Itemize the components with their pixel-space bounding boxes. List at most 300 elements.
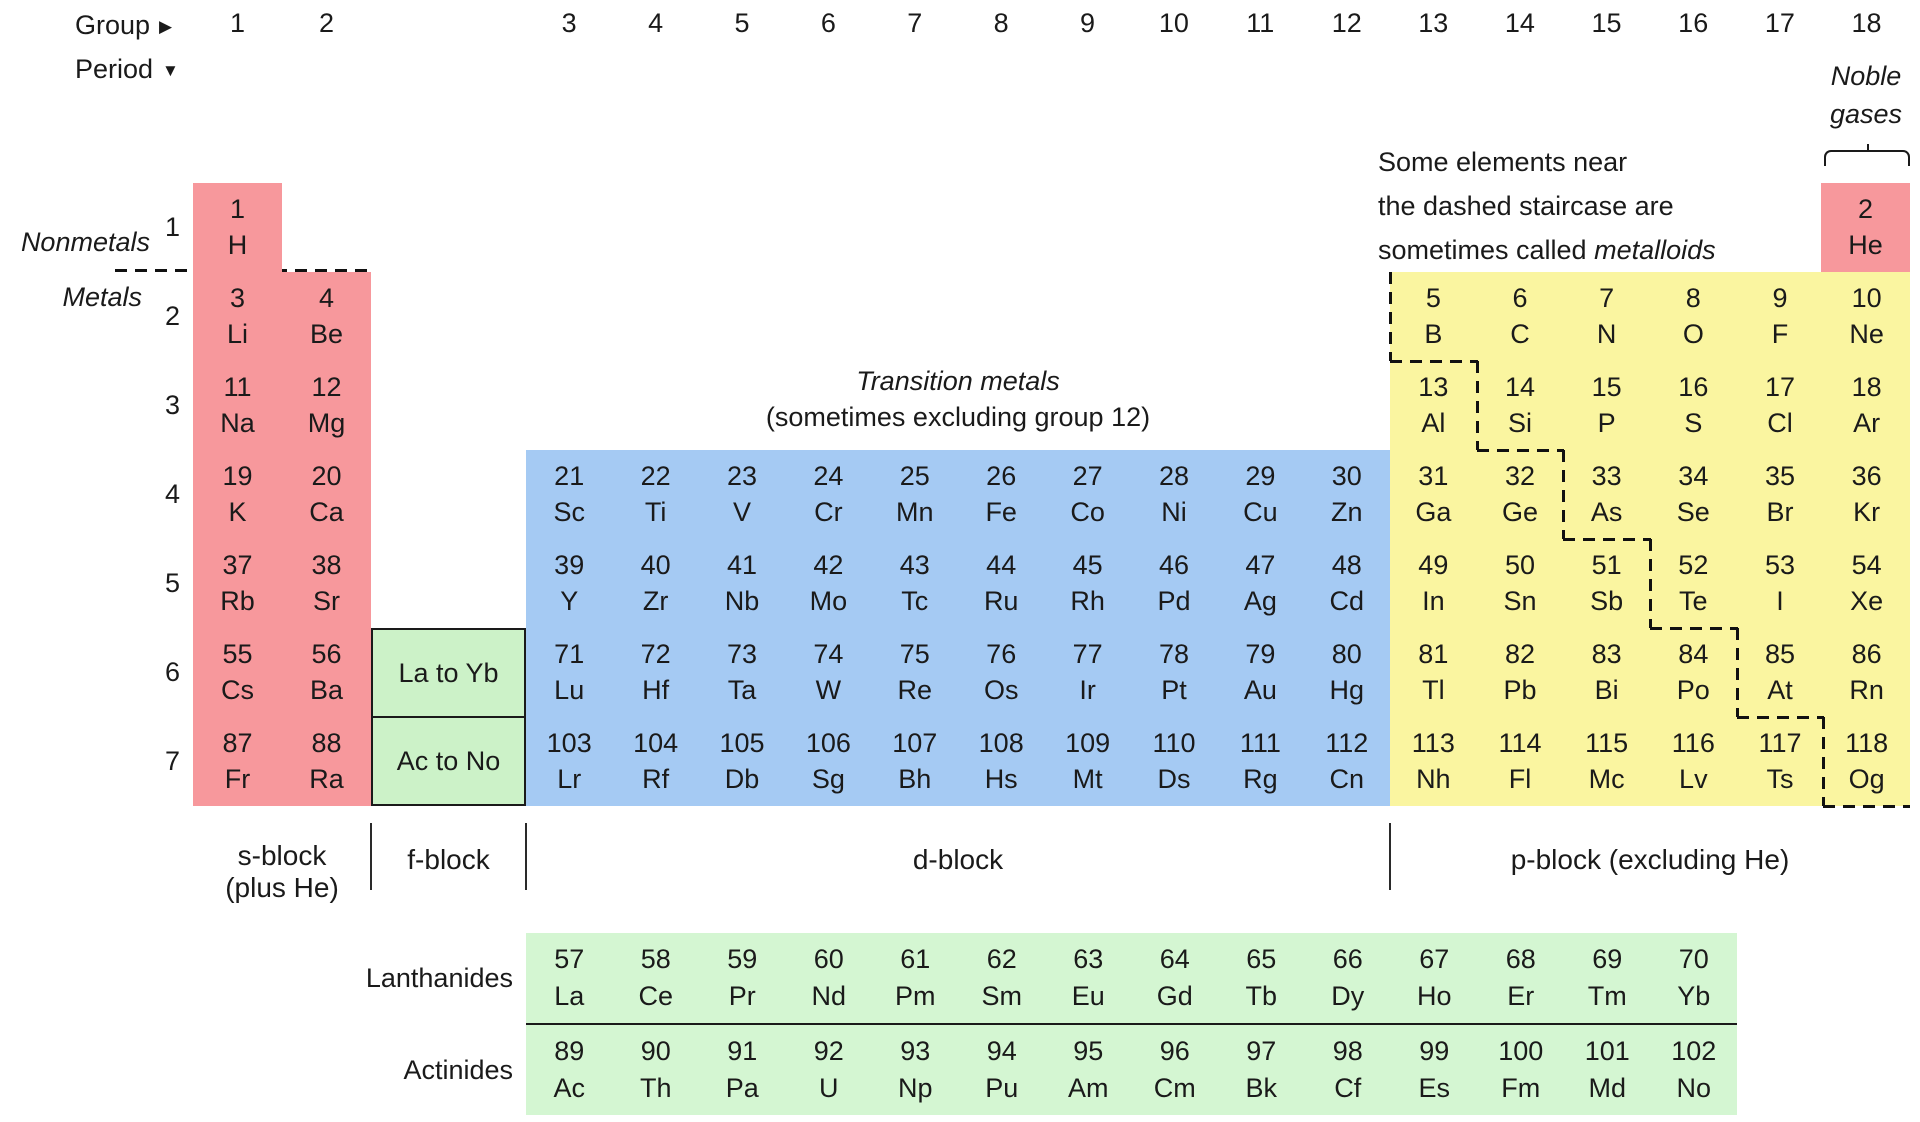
element-symbol: Nh — [1416, 764, 1451, 794]
element-cell — [958, 717, 1044, 806]
element-symbol: Ag — [1243, 586, 1277, 616]
transition-caption-line2: (sometimes excluding group 12) — [765, 402, 1151, 432]
element-cell — [785, 717, 871, 806]
element-symbol: Hg — [1329, 675, 1365, 705]
element-cell — [613, 933, 700, 1023]
element-symbol: Hf — [642, 675, 670, 705]
atomic-number: 100 — [1498, 1036, 1544, 1067]
element-symbol: Tb — [1245, 980, 1277, 1011]
atomic-number: 78 — [1158, 638, 1190, 669]
group-number: 15 — [1591, 8, 1622, 38]
atomic-number: 117 — [1758, 727, 1802, 758]
element-cell — [1823, 361, 1910, 450]
actinide-range-cell: Ac to No — [396, 745, 501, 776]
period-number: 3 — [164, 390, 180, 420]
atomic-number: 99 — [1419, 1036, 1450, 1067]
element-cell — [1737, 272, 1824, 361]
atomic-number: 108 — [978, 727, 1024, 758]
element-symbol: N — [1596, 319, 1617, 349]
metalloid-note-line1: Some elements near — [1378, 147, 1628, 177]
element-symbol: Co — [1070, 497, 1105, 527]
element-cell — [612, 628, 698, 717]
element-cell — [282, 628, 371, 717]
element-cell — [282, 539, 371, 628]
element-symbol: Ar — [1853, 408, 1881, 438]
element-cell — [1737, 450, 1824, 539]
element-symbol: Cr — [814, 497, 843, 527]
staircase-segment — [1390, 360, 1478, 363]
element-cell — [193, 272, 282, 361]
element-symbol: Sn — [1503, 586, 1537, 616]
element-cell — [1823, 272, 1910, 361]
element-symbol: Li — [226, 319, 248, 349]
element-cell — [1563, 272, 1650, 361]
element-cell — [699, 539, 785, 628]
element-symbol: Rn — [1849, 675, 1884, 705]
atomic-number: 97 — [1246, 1036, 1277, 1067]
atomic-number: 51 — [1591, 549, 1622, 580]
element-cell — [1218, 933, 1305, 1023]
element-cell — [1045, 933, 1132, 1023]
d-block-region — [526, 450, 1390, 806]
element-symbol: Os — [983, 675, 1019, 705]
element-symbol: Fe — [985, 497, 1017, 527]
staircase-segment — [1389, 272, 1392, 361]
atomic-number: 32 — [1504, 460, 1536, 491]
element-symbol: Kr — [1853, 497, 1881, 527]
element-cell — [1305, 1025, 1392, 1115]
atomic-number: 90 — [640, 1036, 671, 1067]
element-cell — [612, 450, 698, 539]
atomic-number: 70 — [1678, 944, 1709, 975]
atomic-number: 50 — [1504, 549, 1536, 580]
element-cell — [1131, 450, 1217, 539]
atomic-number: 73 — [726, 638, 758, 669]
atomic-number: 75 — [899, 638, 930, 669]
atomic-number: 26 — [986, 460, 1017, 491]
atomic-number: 115 — [1585, 727, 1629, 758]
element-cell — [959, 1025, 1046, 1115]
atomic-number: 9 — [1772, 282, 1788, 313]
element-cell — [699, 933, 786, 1023]
element-symbol: Pm — [895, 980, 936, 1011]
group-number: 11 — [1246, 8, 1275, 38]
atomic-number: 95 — [1073, 1036, 1104, 1067]
atomic-number: 20 — [311, 460, 342, 491]
atomic-number: 96 — [1159, 1036, 1190, 1067]
element-cell — [699, 450, 785, 539]
atomic-number: 39 — [554, 549, 585, 580]
atomic-number: 110 — [1152, 727, 1196, 758]
group-number: 17 — [1764, 8, 1795, 38]
atomic-number: 53 — [1764, 549, 1796, 580]
atomic-number: 94 — [986, 1036, 1017, 1067]
element-symbol: C — [1510, 319, 1530, 349]
element-symbol: Pt — [1161, 675, 1187, 705]
element-symbol: Eu — [1071, 980, 1105, 1011]
element-cell — [1131, 628, 1217, 717]
element-cell — [1737, 539, 1824, 628]
element-symbol: Xe — [1850, 586, 1884, 616]
element-cell — [526, 933, 613, 1023]
element-cell — [785, 539, 871, 628]
element-symbol: Ra — [309, 764, 344, 794]
element-cell — [612, 717, 698, 806]
atomic-number: 22 — [640, 460, 671, 491]
period-number: 6 — [164, 657, 180, 687]
f-block-label: f-block — [407, 844, 490, 875]
atomic-number: 19 — [222, 460, 253, 491]
element-symbol: Og — [1848, 764, 1885, 794]
element-symbol: Pr — [728, 980, 756, 1011]
atomic-number: 38 — [311, 549, 342, 580]
element-symbol: Bk — [1245, 1072, 1277, 1103]
element-cell — [1563, 450, 1650, 539]
element-cell — [1650, 717, 1737, 806]
element-symbol: Na — [220, 408, 255, 438]
element-symbol: As — [1590, 497, 1623, 527]
element-symbol: Rh — [1070, 586, 1105, 616]
atomic-number: 72 — [640, 638, 671, 669]
atomic-number: 86 — [1851, 638, 1882, 669]
element-cell — [1477, 539, 1564, 628]
element-cell — [1217, 450, 1303, 539]
noble-gases-label — [1806, 57, 1920, 133]
element-cell — [193, 450, 282, 539]
element-cell — [1391, 933, 1478, 1023]
element-symbol: Md — [1588, 1072, 1626, 1103]
lanthanides-row — [526, 933, 1737, 1023]
atomic-number: 107 — [892, 727, 938, 758]
period-number: 1 — [164, 212, 180, 242]
element-symbol: Nd — [811, 980, 846, 1011]
atomic-number: 61 — [900, 944, 931, 975]
element-symbol: In — [1422, 586, 1445, 616]
group-numbers-row — [193, 5, 1910, 41]
element-symbol: Se — [1676, 497, 1710, 527]
element-cell — [699, 628, 785, 717]
group-number: 4 — [648, 8, 664, 38]
element-cell — [1650, 272, 1737, 361]
element-cell — [526, 628, 612, 717]
atomic-number: 82 — [1504, 638, 1536, 669]
element-symbol: Re — [897, 675, 933, 705]
element-symbol: La — [554, 980, 585, 1011]
element-symbol: Sb — [1590, 586, 1624, 616]
atomic-number: 55 — [222, 638, 253, 669]
element-cell — [193, 717, 282, 806]
period-number: 2 — [164, 301, 180, 331]
element-cell — [1564, 933, 1651, 1023]
element-symbol: Ni — [1161, 497, 1187, 527]
element-cell — [872, 628, 958, 717]
element-symbol: Bh — [898, 764, 932, 794]
element-cell — [1218, 1025, 1305, 1115]
element-symbol: Db — [724, 764, 760, 794]
element-cell — [1044, 450, 1130, 539]
atomic-number: 59 — [727, 944, 758, 975]
atomic-number: 15 — [1591, 371, 1622, 402]
atomic-number: 45 — [1072, 549, 1103, 580]
element-cell — [872, 933, 959, 1023]
element-symbol: H — [227, 230, 248, 260]
element-symbol: Pb — [1503, 675, 1537, 705]
element-symbol: Ga — [1415, 497, 1452, 527]
metalloid-note — [1378, 140, 1818, 272]
element-cell — [1390, 361, 1477, 450]
atomic-number: 98 — [1332, 1036, 1363, 1067]
element-symbol: Te — [1679, 586, 1708, 616]
element-cell — [786, 933, 873, 1023]
element-cell — [1390, 539, 1477, 628]
element-cell — [282, 450, 371, 539]
element-symbol: Al — [1421, 408, 1446, 438]
atomic-number: 10 — [1851, 282, 1882, 313]
atomic-number: 57 — [554, 944, 585, 975]
atomic-number: 62 — [986, 944, 1017, 975]
element-cell — [526, 539, 612, 628]
atomic-number: 80 — [1331, 638, 1362, 669]
period-number: 7 — [164, 746, 180, 776]
element-cell — [1650, 539, 1737, 628]
group-axis-label — [75, 10, 172, 41]
element-symbol: Mo — [809, 586, 848, 616]
atomic-number: 24 — [813, 460, 844, 491]
element-symbol: Lv — [1679, 764, 1708, 794]
group-number: 16 — [1678, 8, 1709, 38]
metalloid-note-line3-prefix: sometimes called — [1378, 235, 1595, 265]
atomic-number: 74 — [813, 638, 844, 669]
element-cell-helium — [1821, 183, 1910, 272]
element-symbol: W — [815, 675, 842, 705]
element-cell — [1477, 450, 1564, 539]
metalloid-note-line3 — [1378, 228, 1818, 272]
s-block-label — [193, 840, 371, 904]
d-block-label: d-block — [912, 844, 1004, 875]
element-cell — [193, 361, 282, 450]
element-symbol: B — [1424, 319, 1443, 349]
element-cell — [1477, 272, 1564, 361]
atomic-number: 106 — [805, 727, 851, 758]
element-symbol: Pd — [1157, 586, 1191, 616]
atomic-number: 23 — [726, 460, 758, 491]
atomic-number: 8 — [1685, 282, 1701, 313]
atomic-number: 21 — [554, 460, 585, 491]
atomic-number: 30 — [1331, 460, 1362, 491]
element-cell — [1650, 628, 1737, 717]
element-symbol: Ne — [1849, 319, 1884, 349]
group-number: 3 — [561, 8, 577, 38]
element-symbol: Ce — [638, 980, 673, 1011]
element-cell — [1305, 933, 1392, 1023]
atomic-number: 66 — [1332, 944, 1363, 975]
element-cell — [1478, 1025, 1565, 1115]
down-arrow-icon: ▼ — [162, 61, 179, 80]
atomic-number: 79 — [1245, 638, 1276, 669]
noble-gases-line1: Noble — [1830, 61, 1902, 91]
atomic-number: 68 — [1505, 944, 1536, 975]
right-arrow-icon: ▶ — [159, 17, 173, 36]
element-cell — [1478, 933, 1565, 1023]
atomic-number: 63 — [1073, 944, 1104, 975]
staircase-segment — [1737, 716, 1824, 719]
element-symbol: Y — [560, 586, 579, 616]
atomic-number: 25 — [899, 460, 930, 491]
atomic-number: 12 — [311, 371, 342, 402]
element-symbol: P — [1597, 408, 1616, 438]
element-cell — [1563, 628, 1650, 717]
element-symbol: Rf — [642, 764, 670, 794]
element-symbol: Ts — [1766, 764, 1794, 794]
element-cell — [872, 717, 958, 806]
element-symbol: At — [1767, 675, 1793, 705]
element-cell — [958, 539, 1044, 628]
atomic-number: 114 — [1498, 727, 1542, 758]
element-cell — [1390, 450, 1477, 539]
element-symbol: Mc — [1588, 764, 1625, 794]
element-cell — [958, 628, 1044, 717]
element-cell — [1304, 539, 1390, 628]
atomic-number: 102 — [1671, 1036, 1717, 1067]
element-symbol: Nb — [724, 586, 760, 616]
element-symbol: Po — [1676, 675, 1710, 705]
atomic-number: 112 — [1325, 727, 1369, 758]
atomic-number: 17 — [1764, 371, 1796, 402]
atomic-number: 29 — [1245, 460, 1276, 491]
atomic-number: 37 — [222, 549, 253, 580]
group-number: 5 — [734, 8, 750, 38]
group-number: 1 — [229, 8, 246, 38]
atomic-number: 71 — [554, 638, 585, 669]
element-cell — [1131, 539, 1217, 628]
element-symbol: Zr — [642, 586, 669, 616]
element-cell — [1823, 628, 1910, 717]
element-cell — [785, 450, 871, 539]
element-symbol: Dy — [1331, 980, 1365, 1011]
atomic-number: 28 — [1158, 460, 1190, 491]
metals-label: Metals — [62, 281, 142, 312]
element-symbol: Am — [1068, 1072, 1109, 1103]
atomic-number: 118 — [1845, 727, 1889, 758]
element-symbol: Ac — [553, 1072, 585, 1103]
element-cell — [1477, 628, 1564, 717]
element-symbol: U — [819, 1072, 839, 1103]
element-cell — [1563, 717, 1650, 806]
element-cell — [1304, 450, 1390, 539]
atomic-number: 33 — [1591, 460, 1622, 491]
group-number: 18 — [1851, 8, 1882, 38]
staircase-segment — [1736, 628, 1739, 717]
group-number: 12 — [1331, 8, 1362, 38]
element-symbol: Ta — [727, 675, 757, 705]
element-cell — [1390, 717, 1477, 806]
atomic-number: 16 — [1678, 371, 1709, 402]
f-block-gap-spacer — [371, 5, 526, 41]
element-cell — [785, 628, 871, 717]
atomic-number: 40 — [640, 549, 671, 580]
atomic-number: 6 — [1512, 282, 1528, 313]
element-cell — [1045, 1025, 1132, 1115]
atomic-number: 1 — [229, 193, 246, 224]
staircase-segment — [1562, 450, 1565, 539]
metalloid-note-line2: the dashed staircase are — [1378, 191, 1674, 221]
atomic-number: 104 — [633, 727, 679, 758]
period-number: 4 — [164, 479, 180, 509]
element-cell — [526, 450, 612, 539]
period-label-text: Period — [75, 54, 154, 84]
staircase-segment — [1822, 717, 1825, 806]
element-cell — [1650, 361, 1737, 450]
element-symbol: Au — [1243, 675, 1277, 705]
atomic-number: 103 — [546, 727, 592, 758]
element-cell — [282, 717, 371, 806]
element-symbol: He — [1848, 230, 1883, 260]
element-symbol: Tl — [1422, 675, 1445, 705]
element-cell — [872, 450, 958, 539]
atomic-number: 42 — [813, 549, 844, 580]
element-symbol: V — [732, 497, 751, 527]
bracket-tick — [1867, 144, 1869, 152]
element-cell — [1737, 628, 1824, 717]
atomic-number: 113 — [1411, 727, 1455, 758]
element-cell — [958, 450, 1044, 539]
atomic-number: 47 — [1245, 549, 1276, 580]
element-cell — [526, 717, 612, 806]
element-symbol: Ti — [644, 497, 667, 527]
element-symbol: Fm — [1501, 1072, 1541, 1103]
atomic-number: 65 — [1246, 944, 1277, 975]
element-cell — [1737, 361, 1824, 450]
element-cell — [699, 717, 785, 806]
element-symbol: Be — [309, 319, 344, 349]
element-symbol: O — [1682, 319, 1704, 349]
element-symbol: Lr — [557, 764, 582, 794]
element-symbol: Rb — [220, 586, 255, 616]
element-cell — [612, 539, 698, 628]
element-cell — [526, 1025, 613, 1115]
element-symbol: Np — [897, 1072, 933, 1103]
atomic-number: 67 — [1419, 944, 1450, 975]
atomic-number: 83 — [1591, 638, 1622, 669]
atomic-number: 41 — [726, 549, 758, 580]
element-symbol: Ir — [1079, 675, 1096, 705]
element-symbol: Ca — [309, 497, 344, 527]
atomic-number: 77 — [1072, 638, 1103, 669]
group-number: 8 — [993, 8, 1009, 38]
lanthanides-label: Lanthanides — [365, 962, 513, 993]
element-symbol: Fl — [1508, 764, 1532, 794]
atomic-number: 34 — [1678, 460, 1709, 491]
element-cell — [1651, 1025, 1738, 1115]
group-number: 6 — [820, 8, 836, 38]
period-numbers-column — [118, 183, 180, 806]
element-cell — [1217, 539, 1303, 628]
element-cell — [1390, 272, 1477, 361]
element-cell — [282, 361, 371, 450]
s-block-region — [193, 272, 371, 806]
atomic-number: 46 — [1158, 549, 1190, 580]
element-symbol: Mn — [896, 497, 934, 527]
element-symbol: Tc — [901, 586, 929, 616]
element-cell — [1477, 361, 1564, 450]
period-number: 5 — [164, 568, 180, 598]
atomic-number: 11 — [223, 371, 252, 402]
element-cell — [282, 272, 371, 361]
element-cell — [193, 539, 282, 628]
element-symbol: Cd — [1329, 586, 1365, 616]
element-symbol: Br — [1766, 497, 1794, 527]
element-symbol: Er — [1507, 980, 1535, 1011]
